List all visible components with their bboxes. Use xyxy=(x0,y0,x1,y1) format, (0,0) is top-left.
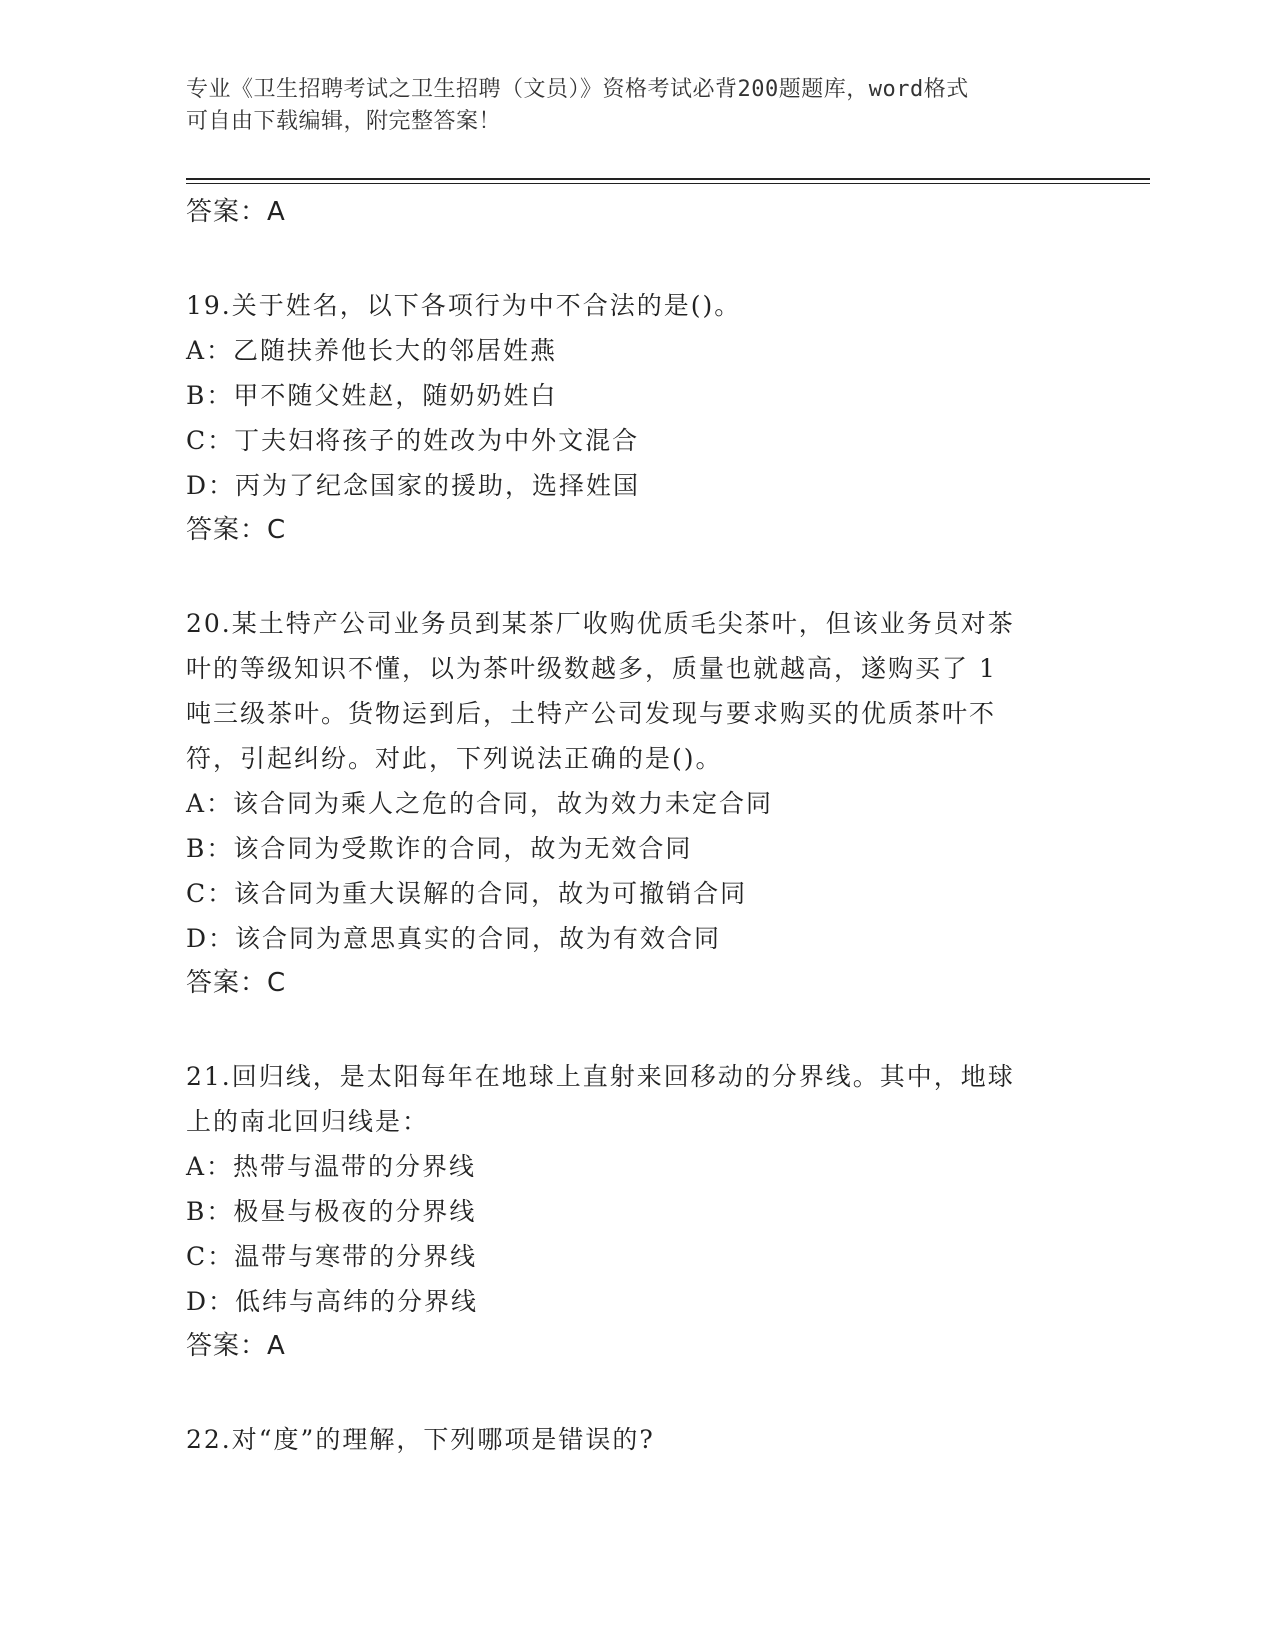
header-divider-thick xyxy=(186,178,1150,180)
question-list xyxy=(186,190,1086,1462)
previous-answer: 答案：A xyxy=(186,197,286,227)
document-header xyxy=(186,74,1086,138)
option-c: C：该合同为重大误解的合同，故为可撤销合同 xyxy=(186,879,748,908)
question-stem: 符，引起纠纷。对此，下列说法正确的是()。 xyxy=(186,744,723,773)
spacer xyxy=(186,1006,1086,1054)
option-b: B：极昼与极夜的分界线 xyxy=(186,1197,477,1226)
option-d: D：丙为了纪念国家的援助，选择姓国 xyxy=(186,471,641,500)
option-a: A：热带与温带的分界线 xyxy=(186,1152,477,1181)
answer: 答案：A xyxy=(186,1331,286,1361)
option-d: D：低纬与高纬的分界线 xyxy=(186,1287,479,1316)
spacer xyxy=(186,1369,1086,1417)
question-21 xyxy=(186,1054,1086,1369)
option-b: B：该合同为受欺诈的合同，故为无效合同 xyxy=(186,834,693,863)
option-d: D：该合同为意思真实的合同，故为有效合同 xyxy=(186,924,722,953)
option-c: C：丁夫妇将孩子的姓改为中外文混合 xyxy=(186,426,640,455)
option-c: C：温带与寒带的分界线 xyxy=(186,1242,478,1271)
question-stem: 21.回归线，是太阳每年在地球上直射来回移动的分界线。其中，地球 xyxy=(186,1062,1015,1091)
question-stem: 22.对“度”的理解，下列哪项是错误的? xyxy=(186,1425,655,1454)
option-a: A：该合同为乘人之危的合同，故为效力未定合同 xyxy=(186,789,774,818)
question-20 xyxy=(186,601,1086,1006)
question-stem: 吨三级茶叶。货物运到后，土特产公司发现与要求购买的优质茶叶不 xyxy=(186,699,997,728)
question-19 xyxy=(186,283,1086,553)
question-22 xyxy=(186,1417,1086,1462)
question-stem: 上的南北回归线是： xyxy=(186,1107,430,1136)
header-title-line-1: 专业《卫生招聘考试之卫生招聘（文员）》资格考试必背200题题库，word格式 xyxy=(186,77,969,102)
option-a: A：乙随扶养他长大的邻居姓燕 xyxy=(186,336,558,365)
spacer xyxy=(186,553,1086,601)
question-stem: 叶的等级知识不懂，以为茶叶级数越多，质量也就越高，遂购买了 1 xyxy=(186,654,997,683)
spacer xyxy=(186,235,1086,283)
header-title-line-2: 可自由下载编辑，附完整答案！ xyxy=(186,109,502,134)
answer: 答案：C xyxy=(186,968,287,998)
question-stem: 20.某土特产公司业务员到某茶厂收购优质毛尖茶叶，但该业务员对茶 xyxy=(186,609,1015,638)
answer: 答案：C xyxy=(186,515,287,545)
option-b: B：甲不随父姓赵，随奶奶姓白 xyxy=(186,381,558,410)
question-stem: 19.关于姓名，以下各项行为中不合法的是()。 xyxy=(186,291,742,320)
header-divider-thin xyxy=(186,183,1150,184)
